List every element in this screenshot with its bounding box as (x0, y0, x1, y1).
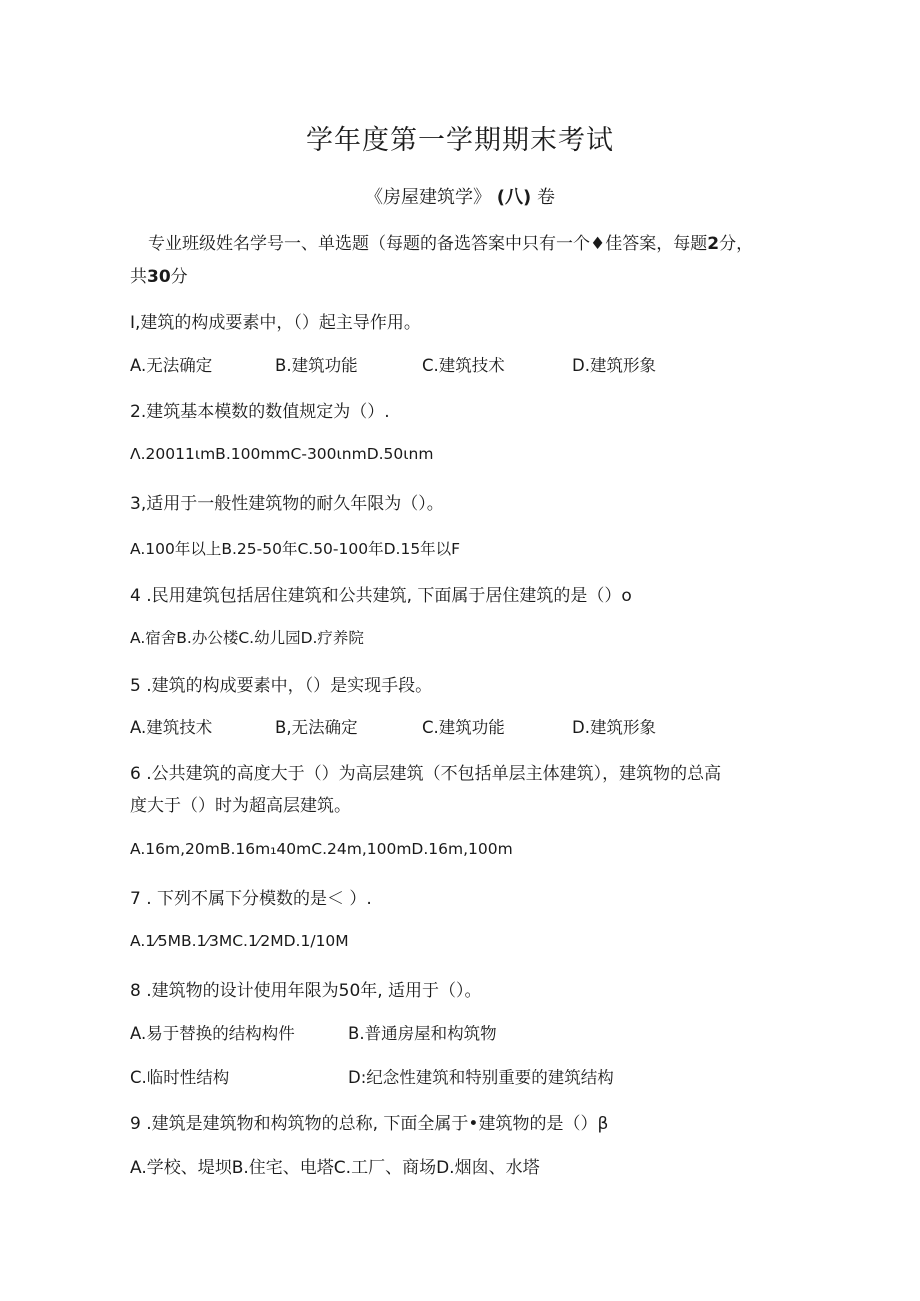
q8-option-b: B.普通房屋和构筑物 (348, 1024, 497, 1043)
exam-title: 学年度第一学期期末考试 (306, 125, 614, 156)
question-8: 8 .建筑物的设计使用年限为50年, 适用于（）。 (130, 981, 482, 1001)
total-prefix: 共 (130, 267, 147, 287)
q6-options: A.16m,20mB.16m₁40mC.24m,100mD.16m,100m (130, 840, 513, 858)
q9-options: A.学校、堤坝B.住宅、电塔C.工厂、商场D.烟囱、水塔 (130, 1158, 540, 1178)
question-9: 9 .建筑是建筑物和构筑物的总称, 下面全属于•建筑物的是（）β (130, 1114, 609, 1134)
score-per-question: 2 (707, 234, 720, 254)
instructions-text: 专业班级姓名学号一、单选题（每题的备选答案中只有一个♦佳答案，每题 (148, 234, 708, 254)
question-6-line1: 6 .公共建筑的高度大于（）为高层建筑（不包括单层主体建筑），建筑物的总高 (130, 764, 722, 784)
paper-suffix: 卷 (536, 187, 555, 208)
q7-options: A.1⁄5MB.1⁄3MC.1⁄2MD.1/10M (130, 932, 349, 950)
q3-options: A.100年以上B.25-50年C.50-100年D.15年以F (130, 540, 461, 558)
q8-option-c: C.临时性结构 (130, 1068, 230, 1087)
section-instructions-line1 (148, 229, 753, 254)
course-name: 《房屋建筑学》 (365, 187, 492, 208)
q2-options: Λ.20011ιmB.100mmC-300ιnmD.50ιnm (130, 445, 434, 463)
question-6-line2: 度大于（）时为超高层建筑。 (130, 796, 351, 816)
q8-option-a: A.易于替换的结构构件 (130, 1024, 295, 1043)
total-score: 30 (147, 267, 171, 287)
q4-options: A.宿舍B.办公楼C.幼儿园D.疗养院 (130, 629, 364, 647)
paper-label: (八) (496, 187, 532, 208)
q1-option-c: C.建筑技术 (422, 356, 505, 375)
question-1: I,建筑的构成要素中，（）起主导作用。 (130, 313, 421, 333)
section-instructions-line2 (130, 262, 188, 287)
question-2: 2.建筑基本模数的数值规定为（）. (130, 402, 390, 422)
exam-subtitle (0, 183, 920, 209)
instructions-text-end: 分， (719, 234, 754, 254)
q5-option-b: B,无法确定 (275, 718, 358, 737)
q1-option-b: B.建筑功能 (275, 356, 358, 375)
q5-option-d: D.建筑形象 (572, 718, 656, 737)
q5-option-a: A.建筑技术 (130, 718, 213, 737)
q1-option-d: D.建筑形象 (572, 356, 656, 375)
question-4: 4 .民用建筑包括居住建筑和公共建筑, 下面属于居住建筑的是（）o (130, 586, 632, 606)
q8-option-d: D:纪念性建筑和特别重要的建筑结构 (348, 1068, 614, 1087)
question-3: 3,适用于一般性建筑物的耐久年限为（）。 (130, 494, 444, 514)
q5-option-c: C.建筑功能 (422, 718, 505, 737)
total-suffix: 分 (170, 267, 188, 287)
question-7: 7 . 下列不属下分模数的是＜ ）. (130, 889, 372, 909)
question-5: 5 .建筑的构成要素中，（）是实现手段。 (130, 676, 433, 696)
q1-option-a: A.无法确定 (130, 356, 213, 375)
